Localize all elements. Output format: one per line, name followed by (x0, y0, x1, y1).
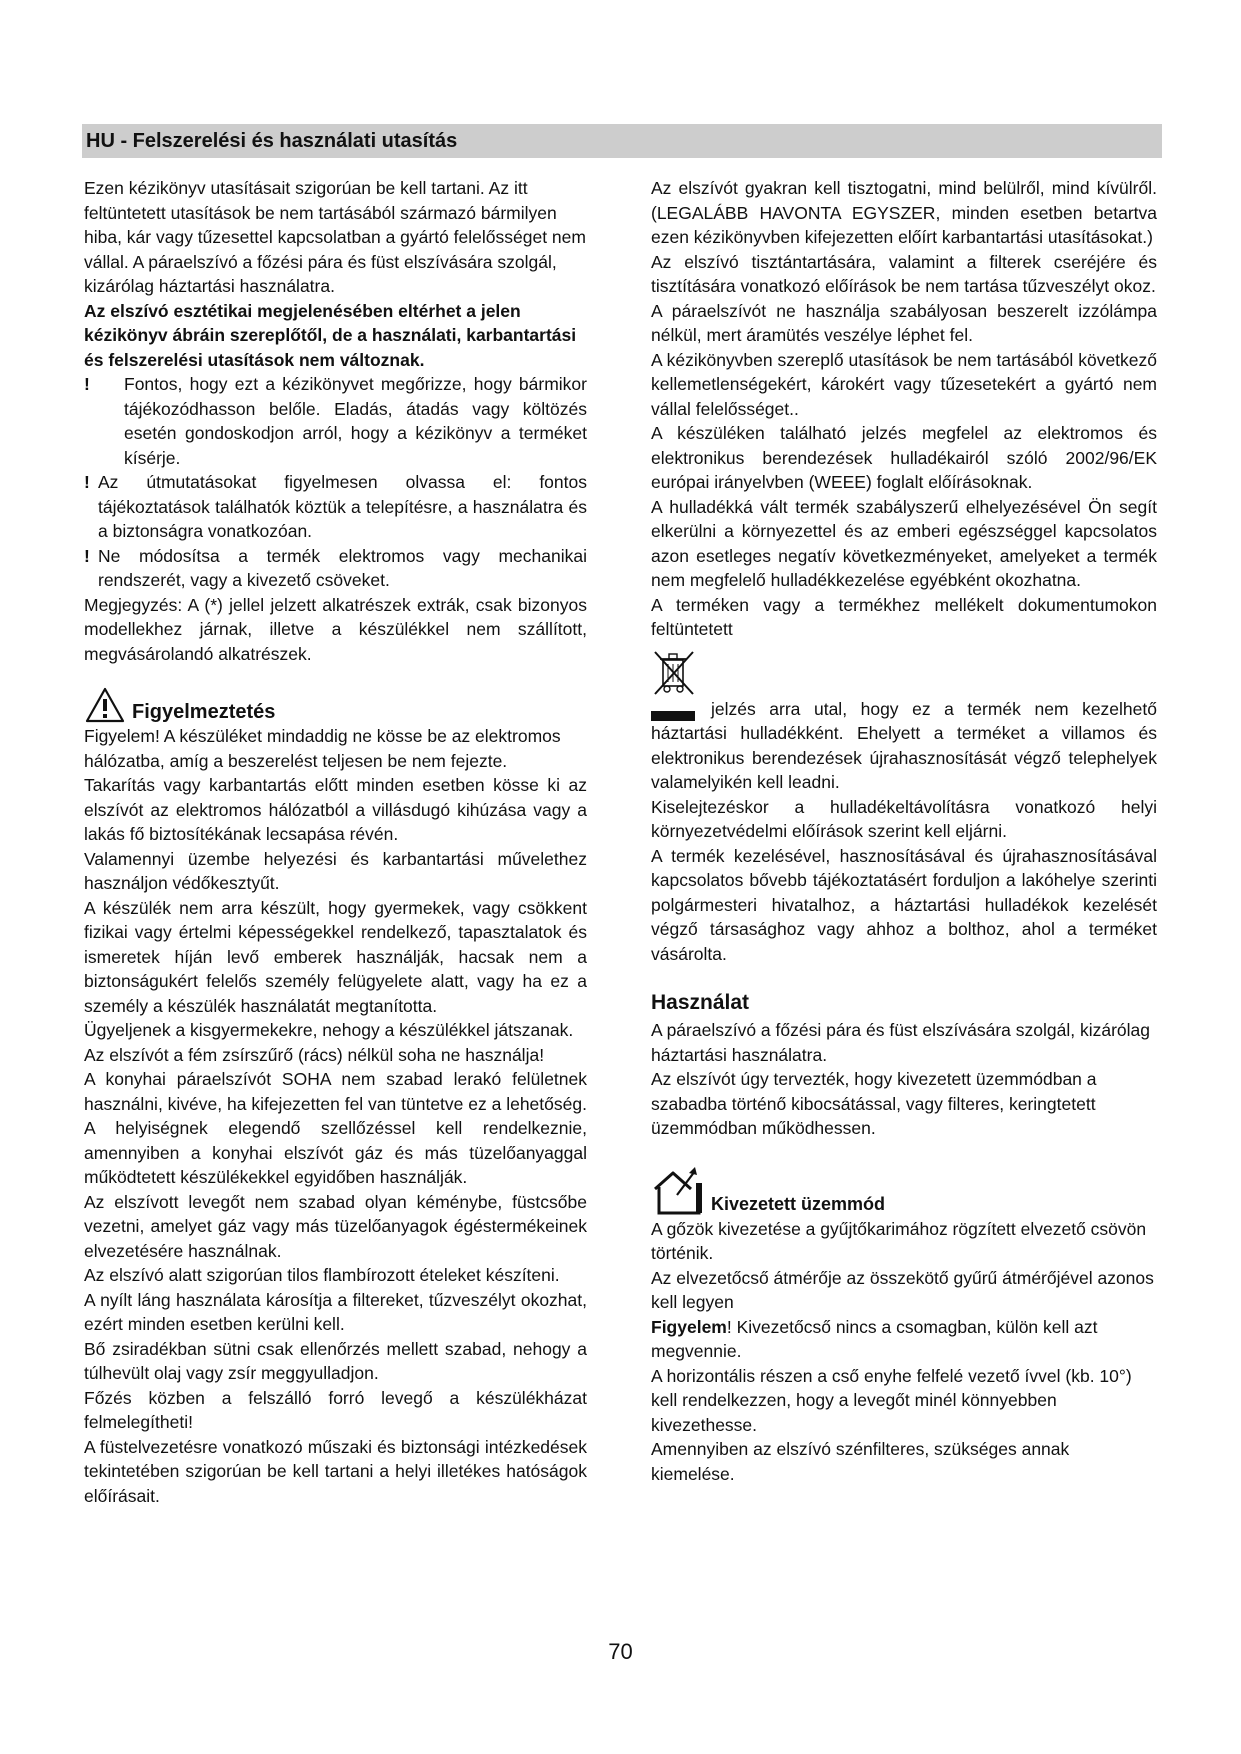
note-paragraph: Megjegyzés: A (*) jellel jelzett alkatrészek extrák, csak bizonyos modellekhez járnak, illetve a készülékkel nem szállított, megvásárolandó alkatrészek. (84, 594, 587, 664)
vent-title: Kivezetett üzemmód (711, 1193, 886, 1214)
warning-paragraph: Valamennyi üzembe helyezési és karbantartási művelethez használjon védőkesztyűt. (84, 848, 587, 893)
weee-explanation: jelzés arra utal, hogy ez a termék nem kezelhető háztartási hulladékként. Ehelyett a terméket a villamos és elektronikus berendezések újrahasznosítását végző telephelyek valamelyikén kell leadni. (651, 698, 1157, 792)
warning-heading (84, 680, 587, 724)
right-column (651, 176, 1157, 1486)
aesthetic-note: Az elszívó esztétikai megjelenésében eltérhet a jelen kézikönyv ábráin szereplőtől, de a használati, karbantartási és felszerelési utasítások nem változnak. (84, 300, 577, 370)
page-number: 70 (608, 1639, 633, 1664)
vent-heading (651, 1163, 1157, 1217)
warning-paragraph: Főzés közben a felszálló forró levegő a készülékházat felmelegítheti! (84, 1387, 587, 1432)
maintenance-paragraph: A kézikönyvben szereplő utasítások be nem tartásából következő kellemetlenségekért, károkért vagy tűzesetekért a gyártó nem vállal felelősséget.. (651, 349, 1157, 419)
disposal-paragraph: A termék kezelésével, hasznosításával és újrahasznosításával kapcsolatos bővebb tájékoztatásért forduljon a lakóhelye szerinti polgármesteri hivatalhoz, a háztartási hulladékok kezelését végző társasághoz vagy ahhoz a bolthoz, ahol a terméket vásárolta. (651, 845, 1157, 964)
warning-paragraph: Takarítás vagy karbantartás előtt minden esetben kösse ki az elszívót az elektromos hálózatból a villásdugó kihúzása vagy a lakás fő biztosítékának lecsapása révén. (84, 775, 587, 844)
warning-paragraph: Az elszívó alatt szigorúan tilos flambírozott ételeket készíteni. (84, 1265, 560, 1285)
section-header (82, 124, 1162, 158)
bullet-text: Az útmutatásokat figyelmesen olvassa el: fontos tájékoztatások találhatók köztük a telepítésre, a használatra és a biztonságra vonatkozóan. (98, 472, 587, 541)
bullet-text: Fontos, hogy ezt a kézikönyvet megőrizze, hogy bármikor tájékozódhasson belőle. Eladás, átadás vagy költözés esetén gondoskodjon arról, hogy a kézikönyv a terméket kísérje. (124, 374, 587, 468)
weee-symbol (651, 648, 1157, 700)
weee-paragraph: A készüléken található jelzés megfelel az elektromos és elektronikus berendezések hulladékairól szóló 2002/96/EK európai irányelvben (WEEE) foglalt előírásoknak. (651, 423, 1157, 492)
intro-paragraph: Ezen kézikönyv utasításait szigorúan be kell tartani. Az itt feltüntetett utasítások be nem tartásából származó bármilyen hiba, kár vagy tűzesettel kapcsolatban a gyártó felelősséget nem vállal. A páraelszívó a főzési pára és füst elszívására szolgál, kizárólag háztartási használatra. (84, 178, 586, 296)
usage-title: Használat (651, 991, 750, 1014)
vent-attention-label: Figyelem (651, 1316, 727, 1337)
bullet-item (84, 372, 587, 470)
bullet-item (84, 544, 587, 593)
vent-paragraph: A gőzök kivezetése a gyűjtőkarimához rögzített elvezető csövön történik. (651, 1218, 1147, 1263)
exclamation-icon: ! (84, 472, 90, 492)
warning-title: Figyelmeztetés (132, 701, 276, 723)
weee-paragraph: A hulladékká vált termék szabályszerű elhelyezésével Ön segít elkerülni a környezettel és az emberi egészséggel kapcsolatos azon esetleges negatív következményeket, amelyeket a termék nem megfelelő hulladékkezelése egyébként okozhatna. (651, 496, 1157, 590)
warning-paragraph: Ügyeljenek a kisgyermekekre, nehogy a készülékkel játszanak. (84, 1020, 574, 1040)
vent-paragraph: A horizontális részen a cső enyhe felfelé vezető ívvel (kb. 10°) kell rendelkezzen, hogy a levegőt minél könnyebben kivezethesse. (651, 1365, 1132, 1435)
left-column (84, 176, 587, 1508)
warning-paragraph: A helyiségnek elegendő szellőzéssel kell rendelkeznie, amennyiben a konyhai elszívót gáz és más tüzelőanyaggal működtetett készülékekkel egyidőben használják. (84, 1118, 587, 1187)
vent-attention (651, 1315, 1157, 1364)
vent-paragraph: Amennyiben az elszívó szénfilteres, szükséges annak kiemelése. (651, 1439, 1070, 1484)
maintenance-paragraph: Az elszívót gyakran kell tisztogatni, mind belülről, mind kívülről. (LEGALÁBB HAVONTA EGYSZER, minden esetben betartva ezen kézikönyvben kifejezetten előírt karbantartási utasításokat.) (651, 178, 1157, 247)
vent-attention-text: ! Kivezetőcső nincs a csomagban, külön kell azt megvennie. (651, 1316, 1098, 1361)
warning-triangle-icon (84, 686, 126, 724)
weee-bar-icon (651, 711, 695, 721)
bullet-text: Ne módosítsa a termék elektromos vagy mechanikai rendszerét, vagy a kivezető csöveket. (98, 545, 587, 590)
maintenance-paragraph: A páraelszívót ne használja szabályosan beszerelt izzólámpa nélkül, mert áramütés veszélye léphet fel. (651, 300, 1157, 345)
exclamation-icon: ! (84, 374, 90, 394)
warning-paragraph: A füstelvezetésre vonatkozó műszaki és biztonsági intézkedések tekintetében szigorúan be kell tartani a helyi illetékes hatóságok előírásait. (84, 1436, 587, 1506)
exclamation-icon: ! (84, 545, 90, 566)
crossed-bin-icon (651, 648, 697, 698)
usage-paragraph: A páraelszívó a főzési pára és füst elszívására szolgál, kizárólag háztartási használatra. (651, 1020, 1150, 1065)
warning-paragraph: Az elszívott levegőt nem szabad olyan kéménybe, füstcsőbe vezetni, amelyet gáz vagy más tüzelőanyagok égéstermékeinek elvezetésére használnak. (84, 1191, 587, 1261)
warning-paragraph: A konyhai páraelszívót SOHA nem szabad lerakó felületnek használni, kivéve, ha kifejezetten fel van tüntetve ez a lehetőség. (84, 1069, 587, 1114)
maintenance-paragraph: Az elszívó tisztántartására, valamint a filterek cseréjére és tisztítására vonatkozó előírások be nem tartása tűzveszélyt okoz. (651, 251, 1157, 296)
vent-paragraph: Az elvezetőcső átmérője az összekötő gyűrű átmérőjével azonos kell legyen (651, 1267, 1154, 1312)
disposal-paragraph: Kiselejtezéskor a hulladékeltávolításra vonatkozó helyi környezetvédelmi előírások szerint kell eljárni. (651, 796, 1157, 841)
warning-paragraph: A nyílt láng használata károsítja a filtereket, tűzveszélyt okozhat, ezért minden esetben kerülni kell. (84, 1289, 587, 1334)
house-exhaust-icon (651, 1163, 707, 1217)
usage-paragraph: Az elszívót úgy tervezték, hogy kivezetett üzemmódban a szabadba történő kibocsátással, vagy filteres, keringtetett üzemmódban működhessen. (651, 1069, 1097, 1138)
warning-paragraph: A készülék nem arra készült, hogy gyermekek, vagy csökkent fizikai vagy értelmi képességekkel rendelkező, tapasztalatok és ismeretek híján levő emberek használják, hacsak nem a biztonságukért felelős személy felügyelete alatt, vagy ha ez a személy a készülék használatát megtanította. (84, 897, 587, 1016)
warning-paragraph: Az elszívót a fém zsírszűrő (rács) nélkül soha ne használja! (84, 1044, 545, 1065)
warning-paragraph: Bő zsiradékban sütni csak ellenőrzés mellett szabad, nehogy a túlhevült olaj vagy zsír meggyulladjon. (84, 1338, 587, 1383)
bullet-item (84, 470, 587, 544)
weee-paragraph: A terméken vagy a termékhez mellékelt dokumentumokon feltüntetett (651, 594, 1157, 639)
warning-paragraph: Figyelem! A készüléket mindaddig ne kösse be az elektromos hálózatba, amíg a beszerelést teljesen be nem fejezte. (84, 726, 561, 771)
section-header-title: HU - Felszerelési és használati utasítás (86, 130, 458, 152)
